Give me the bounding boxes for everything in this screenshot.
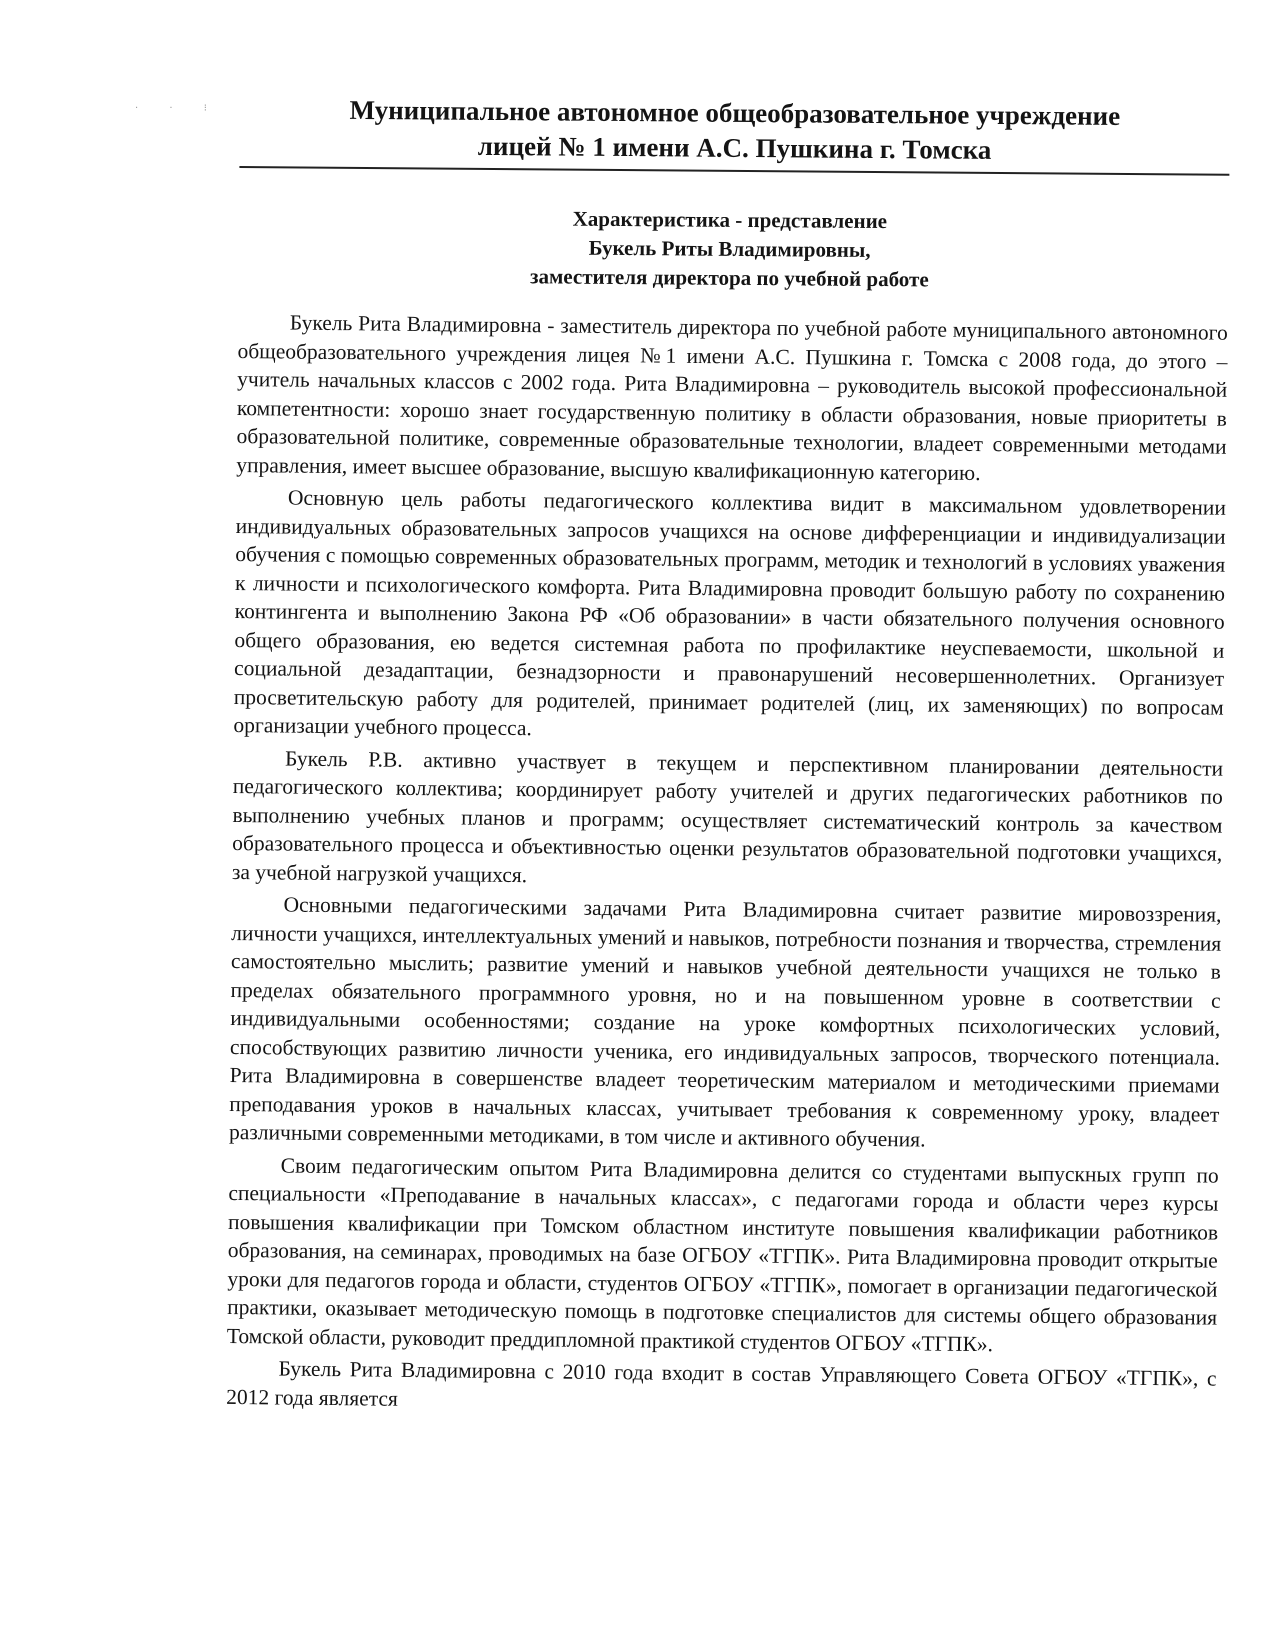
paragraph: Основными педагогическими задачами Рита Владимировна считает развитие мировоззрения, личности учащихся, интеллектуальных умений и навыков, потребности познания и творчества, стремления самостоятельно мыслить; развитие умений и навыков учебной деятельности учащихся не только в пределах обязательного программного уровня, но и на повышенном уровне в соответствии с индивидуальными особенностями; создание на уроке комфортных психологических условий, способствующих развитию личности ученика, его индивидуальных запросов, творческого потенциала. Рита Владимировна в совершенстве владеет теоретическим материалом и методическими приемами преподавания уроков в начальных классах, учитывает требования к современному уроку, владеет различными современными методиками, в том числе и активного обучения. <box>228 892 1222 1152</box>
institution-name-line-2: лицей № 1 имени А.С. Пушкина г. Томска <box>477 130 992 165</box>
scan-artifact: · · ⁝ <box>135 103 221 114</box>
institution-name-line-1: Муниципальное автономное общеобразовательное учреждение <box>349 94 1121 131</box>
paragraph: Основную цель работы педагогического коллектива видит в максимальном удовлетворении индивидуальных образовательных запросов учащихся на основе дифференциации и индивидуализации обучения с помощью современных образовательных программ, методик и технологий в условиях уважения к личности и психологического комфорта. Рита Владимировна проводит большую работу по сохранению контингента и выполнению Закона РФ «Об образовании» в части обязательного получения основного общего образования, ею ведется системная работа по профилактике неуспеваемости, школьной и социальной дезадаптации, безнадзорности и правонарушений несовершеннолетних. Организует просветительскую работу для родителей, принимает родителей (лиц, их заменяющих) по вопросам организации учебного процесса. <box>233 485 1227 741</box>
title-line-3: заместителя директора по учебной работе <box>530 264 929 292</box>
paragraph: Букель Рита Владимировна - заместитель директора по учебной работе муниципального автономного общеобразовательного учреждения лицея №1 имени А.С. Пушкина г. Томска с 2008 года, до этого – учитель начальных классов с 2002 года. Рита Владимировна – руководитель высокой профессиональной компетентности: хорошо знает государственную политику в области образования, новые приоритеты в образовательной политике, современные образовательные технологии, владеет современными методами управления, имеет высшее образование, высшую квалификационную категорию. <box>236 310 1228 485</box>
title-line-1: Характеристика - представление <box>572 206 888 234</box>
paragraph: Букель Рита Владимировна с 2010 года входит в состав Управляющего Совета ОГБОУ «ТГПК», с 2012 года является <box>226 1356 1217 1411</box>
title-line-2: Букель Риты Владимировны, <box>588 235 871 262</box>
document-header <box>239 92 1230 176</box>
paragraph: Своим педагогическим опытом Рита Владимировна делится со студентами выпускных групп по специальности «Преподавание в начальных классах», с педагогами города и области через курсы повышения квалификации при Томском областном институте повышения квалификации работников образования, на семинарах, проводимых на базе ОГБОУ «ТГПК». Рита Владимировна проводит открытые уроки для педагогов города и области, студентов ОГБОУ «ТГПК», помогает в организации педагогической практики, оказывает методическую помощь в подготовке специалистов для системы общего образования Томской области, руководит преддипломной практикой студентов ОГБОУ «ТГПК». <box>226 1153 1219 1356</box>
paragraph: Букель Р.В. активно участвует в текущем и перспективном планировании деятельности педагогического коллектива; координирует работу учителей и других педагогических работников по выполнению учебных планов и программ; осуществляет систематический контроль за качеством образовательного процесса и объективностью оценки результатов образовательной подготовки учащихся, за учебной нагрузкой учащихся. <box>231 746 1224 887</box>
document-title <box>239 202 1220 297</box>
document-body <box>226 308 1228 1426</box>
